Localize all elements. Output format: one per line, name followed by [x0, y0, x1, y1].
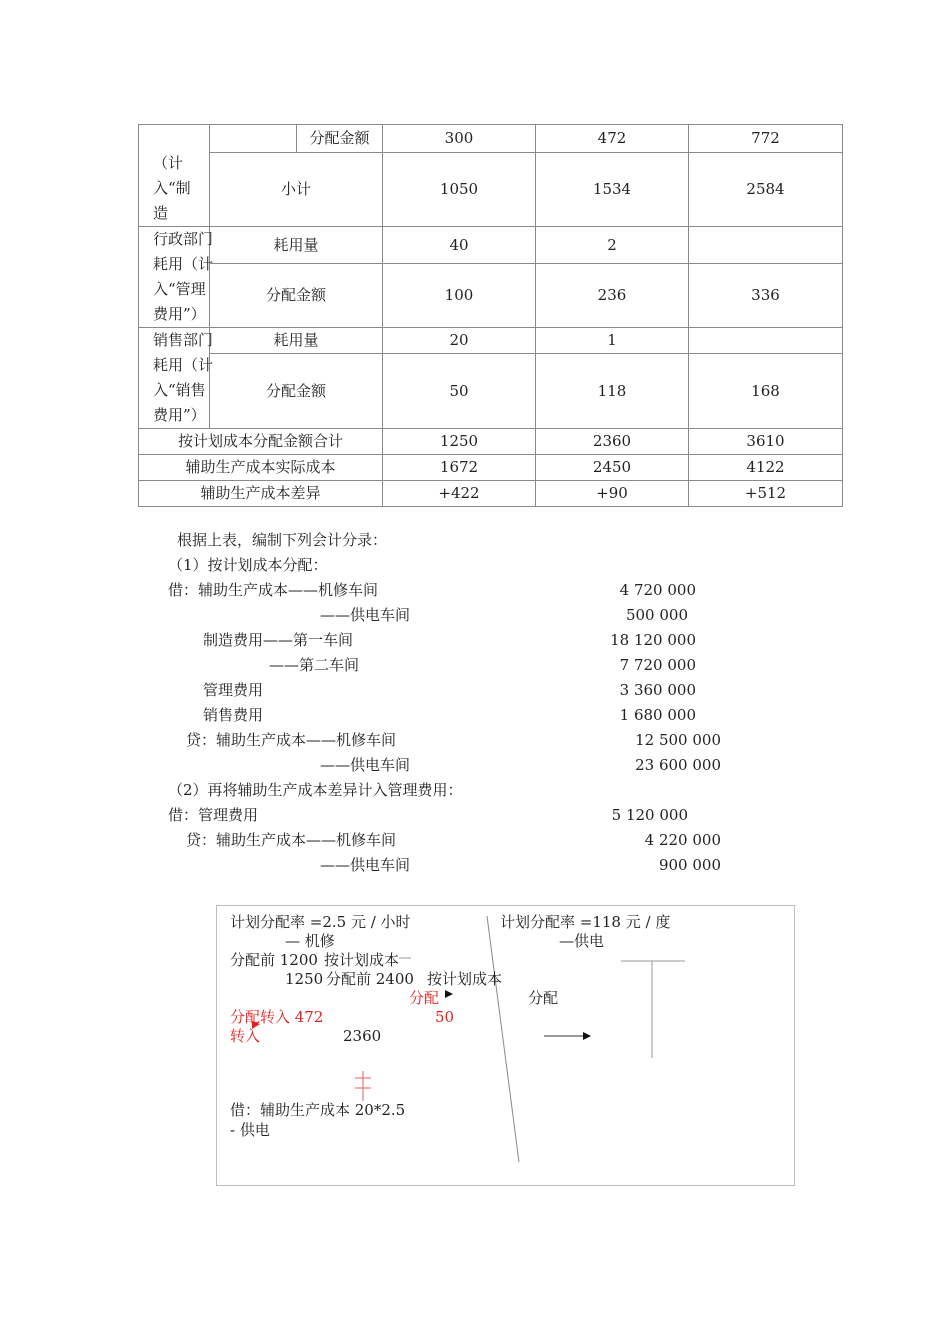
before-1200: 分配前 1200	[230, 951, 318, 969]
cell: +512	[689, 481, 843, 507]
cell: 300	[383, 125, 536, 153]
alloc-label: 分配	[528, 989, 559, 1007]
table-row	[139, 354, 843, 429]
value-2360: 2360	[343, 1027, 382, 1045]
entry-amount: 4 720 000	[619, 581, 696, 599]
cell: 4122	[689, 455, 843, 481]
rate-repair: 计划分配率 =2.5 元 / 小时	[230, 913, 411, 931]
entry-line: 借：辅助生产成本——机修车间	[168, 581, 379, 599]
cell: 50	[383, 354, 536, 429]
entry-line: ——第二车间	[269, 656, 360, 674]
row-label: 耗用量	[210, 227, 383, 264]
cell: +90	[536, 481, 689, 507]
entry-amount: 18 120 000	[610, 631, 696, 649]
entry-amount: 1 680 000	[619, 706, 696, 724]
table-row	[139, 429, 843, 455]
cell: 2360	[536, 429, 689, 455]
entry-amount: 900 000	[658, 856, 721, 874]
diagonal-divider	[487, 916, 519, 1162]
cell: +422	[383, 481, 536, 507]
entry-line: 制造费用——第一车间	[203, 631, 354, 649]
side-label: （计入“制造	[139, 125, 210, 227]
table-row	[139, 481, 843, 507]
table-row	[139, 455, 843, 481]
plan-cost-label: 按计划成本	[427, 970, 503, 988]
row-label: 耗用量	[210, 328, 383, 354]
entry-amount: 7 720 000	[619, 656, 696, 674]
entry-line: （2）再将辅助生产成本差异计入管理费用：	[168, 781, 463, 799]
power-line: - 供电	[230, 1121, 270, 1139]
row-label: 辅助生产成本实际成本	[139, 455, 383, 481]
side-label: 销售部门耗用（计入“销售费用”）	[139, 328, 210, 429]
cell: 336	[689, 264, 843, 328]
cell: 1	[536, 328, 689, 354]
row-label: 按计划成本分配金额合计	[139, 429, 383, 455]
entry-amount: 3 360 000	[619, 681, 696, 699]
entry-line: ——供电车间	[320, 606, 411, 624]
cell: 118	[536, 354, 689, 429]
before-2400: 分配前 2400	[326, 970, 414, 988]
cell: 472	[536, 125, 689, 153]
entry-amount: 500 000	[625, 606, 688, 624]
intro-text: 根据上表，编制下列会计分录：	[177, 531, 388, 549]
transfer-in: 转入	[230, 1027, 261, 1045]
cell: 1672	[383, 455, 536, 481]
table-row	[139, 328, 843, 354]
entry-line: 贷：辅助生产成本——机修车间	[186, 731, 397, 749]
entry-line: 贷：辅助生产成本——机修车间	[186, 831, 397, 849]
entry-line: 销售费用	[203, 706, 264, 724]
row-label: 分配金额	[297, 125, 383, 153]
cell: 2	[536, 227, 689, 264]
alloc-in-472: 分配转入 472	[230, 1008, 324, 1026]
cell: 1534	[536, 153, 689, 227]
cell: 2450	[536, 455, 689, 481]
row-label: 小计	[210, 153, 383, 227]
scratch-sketch	[216, 905, 795, 1186]
cell: 1050	[383, 153, 536, 227]
entry-line: ——供电车间	[320, 856, 411, 874]
repair-label: — 机修	[285, 932, 335, 950]
cell: 168	[689, 354, 843, 429]
table-row	[139, 227, 843, 264]
rate-power: 计划分配率 =118 元 / 度	[500, 913, 671, 931]
side-label: 行政部门耗用（计入“管理费用”）	[139, 227, 210, 328]
table-row	[139, 153, 843, 227]
cell: 3610	[689, 429, 843, 455]
cell: 772	[689, 125, 843, 153]
arrow-head-icon	[583, 1032, 591, 1040]
cell: 20	[383, 328, 536, 354]
value-50: 50	[435, 1008, 455, 1026]
table-row	[139, 125, 843, 153]
entry-amount: 12 500 000	[635, 731, 721, 749]
cell: 236	[536, 264, 689, 328]
debit-line: 借：辅助生产成本 20*2.5	[230, 1101, 406, 1119]
row-label: 辅助生产成本差异	[139, 481, 383, 507]
value-1250: 1250	[285, 970, 324, 988]
cell: 100	[383, 264, 536, 328]
entry-amount: 23 600 000	[635, 756, 721, 774]
entry-line: 管理费用	[203, 681, 264, 699]
cell	[689, 227, 843, 264]
alloc-red: 分配	[409, 989, 440, 1007]
allocation-table	[138, 124, 843, 507]
cell	[689, 328, 843, 354]
cell: 40	[383, 227, 536, 264]
plan-cost-label: 按计划成本	[324, 951, 400, 969]
row-label: 分配金额	[210, 354, 383, 429]
arrow-head-icon	[445, 990, 453, 998]
entry-line: ——供电车间	[320, 756, 411, 774]
power-label: —供电	[559, 932, 605, 950]
row-label: 分配金额	[210, 264, 383, 328]
cell: 2584	[689, 153, 843, 227]
cell: 1250	[383, 429, 536, 455]
entry-line: 借：管理费用	[168, 806, 259, 824]
table-row	[139, 264, 843, 328]
entry-line: （1）按计划成本分配：	[168, 556, 328, 574]
entry-amount: 4 220 000	[644, 831, 721, 849]
entry-amount: 5 120 000	[611, 806, 688, 824]
